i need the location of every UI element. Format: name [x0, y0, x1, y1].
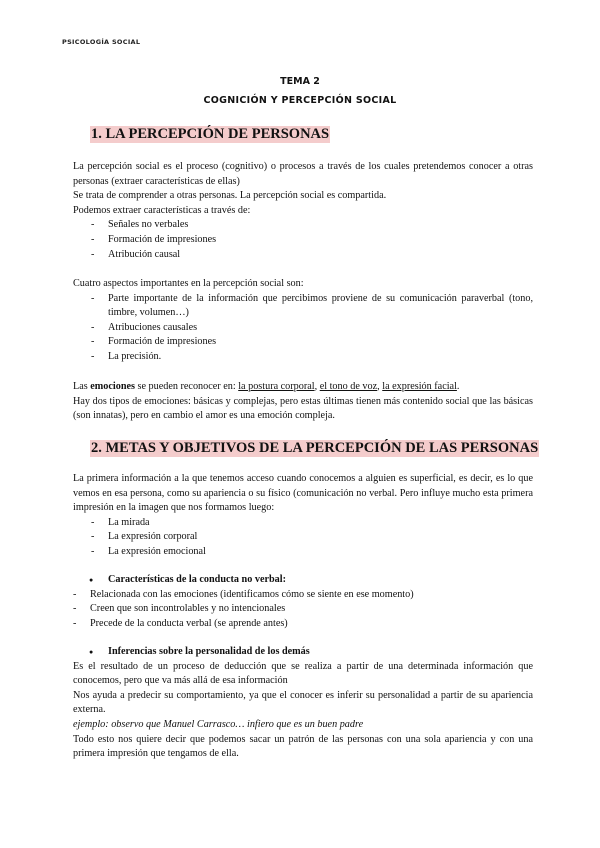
paragraph: Nos ayuda a predecir su comportamiento, ya que el conocer es inferir su personalidad a partir de su apariencia externa. — [73, 689, 533, 716]
paragraph-emotions — [73, 380, 533, 395]
underlined-postura: la postura corporal — [238, 381, 315, 392]
list-perception-channels — [73, 218, 533, 262]
paragraph: Se trata de comprender a otras personas. La percepción social es compartida. — [73, 190, 387, 202]
list-item: - Precede de la conducta verbal (se aprende antes) — [55, 617, 533, 632]
paragraph: La percepción social es el proceso (cognitivo) o procesos a través de los cuales pretendemos conocer a otras personas (extraer características de ellas) — [73, 161, 533, 187]
paragraph: Cuatro aspectos importantes en la percepción social son: — [73, 278, 304, 289]
list-item: - Señales no verbales — [73, 218, 533, 233]
list-item: - Atribución causal — [73, 248, 533, 263]
topic-title: COGNICIÓN Y PERCEPCIÓN SOCIAL — [203, 95, 397, 106]
inferences-heading: ● Inferencias sobre la personalidad de los demás — [73, 645, 533, 660]
text: , — [314, 381, 320, 392]
list-item: - Formación de impresiones — [73, 233, 533, 248]
section-2-heading: 2. METAS Y OBJETIVOS DE LA PERCEPCIÓN DE LAS PERSONAS — [91, 440, 539, 456]
text: , — [377, 381, 383, 392]
example — [73, 718, 533, 733]
topic-number: TEMA 2 — [280, 76, 320, 87]
list-aspects — [73, 292, 533, 365]
nonverbal-block — [73, 573, 533, 631]
section-1-emotions — [73, 380, 533, 424]
underlined-tono: el tono de voz — [319, 381, 378, 392]
list-item: - Creen que son incontrolables y no intencionales — [55, 602, 533, 617]
nonverbal-heading: ● Características de la conducta no verbal: — [73, 573, 533, 588]
text: se pueden reconocer en: — [134, 381, 239, 392]
list-nonverbal — [55, 588, 533, 632]
list-item: - Relacionada con las emociones (identificamos cómo se siente en ese momento) — [55, 588, 533, 603]
list-item: - Atribuciones causales — [73, 321, 533, 336]
list-item: - La mirada — [73, 516, 533, 531]
underlined-expresion: la expresión facial — [382, 381, 457, 392]
paragraph: Podemos extraer características a través de: — [73, 204, 251, 216]
section-1-heading: 1. LA PERCEPCIÓN DE PERSONAS — [91, 126, 330, 142]
list-item: - La expresión emocional — [73, 545, 533, 560]
list-item: - Parte importante de la información que percibimos proviene de su comunicación paraverbal (tono, timbre, volumen…) — [73, 292, 533, 321]
paragraph: Hay dos tipos de emociones: básicas y complejas, pero estas últimas tienen más contenido social que las básicas (son innatas), pero en cambio el amor es una emoción compleja. — [73, 395, 533, 422]
emphasis-emociones: emociones — [90, 381, 135, 392]
paragraph: La primera información a la que tenemos acceso cuando conocemos a alguien es superficial, es decir, es lo que vemos en esa persona, como su apariencia o su físico (comunicación no verbal. Pero influye mucho esta primera impresión en la imagen que nos formamos luego: — [73, 473, 533, 514]
example-text: ejemplo: observo que Manuel Carrasco… infiero que es un buen padre — [73, 718, 364, 730]
text: . — [456, 381, 460, 392]
section-1-aspects — [73, 277, 533, 365]
paragraph: Todo esto nos quiere decir que podemos sacar un patrón de las personas con una sola apariencia y con una primera impresión que tengamos de ella. — [73, 733, 533, 760]
list-item: - La expresión corporal — [73, 530, 533, 545]
list-first-impression — [73, 516, 533, 560]
page-header: PSICOLOGÍA SOCIAL — [62, 38, 141, 46]
inferences-block — [73, 645, 533, 762]
text: Las — [73, 381, 91, 392]
list-item: - Formación de impresiones — [73, 335, 533, 350]
paragraph: Es el resultado de un proceso de deducción que se realiza a partir de una determinada información que conocemos, pero que va más allá de esa información — [73, 660, 533, 687]
section-2-body — [73, 472, 533, 560]
section-1-body — [73, 160, 533, 262]
list-item: - La precisión. — [73, 350, 533, 365]
